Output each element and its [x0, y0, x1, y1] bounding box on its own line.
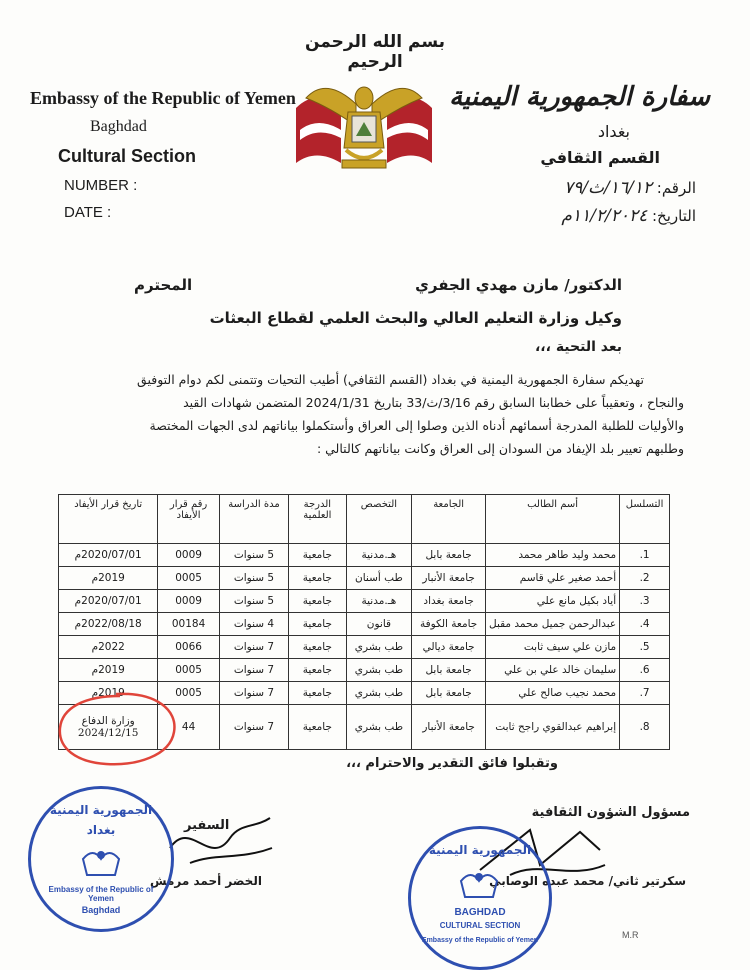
stamp-right-section: CULTURAL SECTION [439, 921, 521, 930]
signature-left-title: السفير [184, 818, 230, 833]
table-cell: مازن علي سيف ثابت [486, 636, 620, 659]
table-cell: طب بشري [346, 682, 412, 705]
table-row [59, 590, 670, 613]
table-cell: 4. [620, 613, 670, 636]
table-cell: 7 سنوات [219, 659, 288, 682]
body-line: والأوليات للطلبة المدرجة أسمائهم أدناه الذين وصلوا إلى العراق وأستكملوا بياناتهم لدى الجهات المختصة [149, 418, 684, 433]
table-cell: جامعية [289, 636, 346, 659]
table-cell: أياد بكيل مانع علي [486, 590, 620, 613]
table-cell: طب بشري [346, 636, 412, 659]
table-cell: جامعية [289, 705, 346, 750]
table-cell: إبراهيم عبدالقوي راجح ثابت [486, 705, 620, 750]
table-cell: 2020/07/01م [59, 544, 158, 567]
cultural-section-stamp [408, 826, 552, 970]
number-label-en: NUMBER : [64, 177, 138, 194]
header-cell: الدرجة العلمية [289, 495, 346, 544]
table-cell: 5 سنوات [219, 544, 288, 567]
table-cell: 7 سنوات [219, 705, 288, 750]
ambassador-signature-icon [160, 808, 280, 878]
table-cell: 0005 [158, 567, 219, 590]
stamp-right-city-en: BAGHDAD [454, 907, 506, 918]
stamp-right-top-text: الجمهورية اليمنية [428, 843, 532, 857]
table-cell: 0009 [158, 590, 219, 613]
table-cell: 44 [158, 705, 219, 750]
table-cell: أحمد صغير علي قاسم [486, 567, 620, 590]
table-cell: 5 سنوات [219, 590, 288, 613]
table-cell: 2. [620, 567, 670, 590]
table-cell: 2022م [59, 636, 158, 659]
table-cell: 0066 [158, 636, 219, 659]
table-cell: 2019م [59, 682, 158, 705]
letter-body [64, 368, 684, 460]
table-cell: 3. [620, 590, 670, 613]
closing-line: وتقبلوا فائق التقدير والاحترام ،،، [346, 756, 558, 771]
table-cell: جامعة الكوفة [412, 613, 486, 636]
table-cell: محمد نجيب صالح علي [486, 682, 620, 705]
table-cell: جامعة الأنبار [412, 705, 486, 750]
stamp-left-city: بغداد [86, 823, 116, 837]
table-cell: 2019م [59, 567, 158, 590]
stamp-left-city-en: Baghdad [81, 905, 121, 915]
table-cell: طب بشري [346, 659, 412, 682]
header-cell: تاريخ قرار الأيفاد [59, 495, 158, 544]
table-cell: عبدالرحمن جميل محمد مقبل [486, 613, 620, 636]
signature-right-title: مسؤول الشؤون الثقافية [531, 805, 690, 820]
date-label-ar: التاريخ: [652, 207, 696, 225]
body-line: تهديكم سفارة الجمهورية اليمنية في بغداد (القسم الثقافي) أطيب التحيات وتتمنى لكم دوام التوفيق [137, 372, 644, 387]
header-cell: الجامعة [412, 495, 486, 544]
stamp-right-bottom-text: Embassy of the Republic of Yemen [421, 937, 539, 944]
table-cell: 2020/07/01م [59, 590, 158, 613]
table-row [59, 613, 670, 636]
table-cell: جامعية [289, 682, 346, 705]
body-line: والنجاح ، وتعقيباً على خطابنا السابق رقم 3/16/ث/33 بتاريخ 2024/1/31 المتضمن شهادات القيد [183, 395, 684, 410]
table-cell: وزارة الدفاع 2024/12/15 [59, 705, 158, 750]
table-cell: 1. [620, 544, 670, 567]
table-cell: 6. [620, 659, 670, 682]
stamp-emblem-icon [79, 845, 123, 881]
header-cell: التسلسل [620, 495, 670, 544]
table-cell: 2019م [59, 659, 158, 682]
number-label-ar: الرقم: [656, 179, 696, 197]
table-cell: جامعة ديالي [412, 636, 486, 659]
section-name-en: Cultural Section [58, 146, 197, 166]
addressee-title: وكيل وزارة التعليم العالي والبحث العلمي لقطاع البعثات [209, 309, 622, 327]
city-name-ar: بغداد [597, 122, 630, 141]
table-row [59, 567, 670, 590]
body-line: وطلبهم تعيير بلد الإيفاد من السودان إلى العراق وكانت بياناتهم كالتالي : [316, 441, 684, 456]
table-cell: 7 سنوات [219, 682, 288, 705]
table-cell: هـ.مدنية [346, 590, 412, 613]
table-cell: 7. [620, 682, 670, 705]
table-cell: 5. [620, 636, 670, 659]
table-cell: جامعة بابل [412, 682, 486, 705]
city-name-en: Baghdad [90, 118, 147, 135]
table-cell: 0005 [158, 659, 219, 682]
table-cell: طب أسنان [346, 567, 412, 590]
table-cell: جامعية [289, 567, 346, 590]
table-row [59, 659, 670, 682]
table-cell: 4 سنوات [219, 613, 288, 636]
table-cell: هـ.مدنية [346, 544, 412, 567]
table-cell: 2022/08/18م [59, 613, 158, 636]
table-cell: جامعية [289, 613, 346, 636]
table-cell: 8. [620, 705, 670, 750]
signature-right-name: سكرتير ثاني/ محمد عبده الوصابي [489, 874, 686, 888]
table-cell: جامعة بابل [412, 659, 486, 682]
date-field-ar [561, 206, 696, 226]
section-name-ar: القسم الثقافي [540, 148, 660, 167]
table-cell: 0009 [158, 544, 219, 567]
stamp-emblem-icon [457, 867, 501, 903]
red-circle-annotation [56, 690, 180, 768]
embassy-stamp-left [28, 786, 174, 932]
embassy-name-en: Embassy of the Republic of Yemen [30, 88, 296, 108]
table-cell: جامعية [289, 590, 346, 613]
table-cell: محمد وليد طاهر محمد [486, 544, 620, 567]
header-cell: التخصص [346, 495, 412, 544]
number-value-ar: ١٦/١٢/ث/٧٩ [563, 178, 652, 198]
table-cell: 5 سنوات [219, 567, 288, 590]
table-cell: جامعة بابل [412, 544, 486, 567]
footer-mark: M.R [622, 930, 639, 940]
table-cell: جامعة بغداد [412, 590, 486, 613]
greeting: بعد التحية ،،، [534, 339, 622, 355]
table-cell: قانون [346, 613, 412, 636]
addressee-name: الدكتور/ مازن مهدي الجفري [415, 276, 622, 294]
table-cell: جامعية [289, 544, 346, 567]
header-cell: مدة الدراسة [219, 495, 288, 544]
date-value-ar: ١١/٢/٢٠٢٤م [561, 206, 648, 226]
table-cell: 00184 [158, 613, 219, 636]
yemen-emblem-icon [286, 68, 442, 178]
stamp-left-bottom-text: Embassy of the Republic of Yemen [48, 885, 154, 903]
table-header-row [59, 495, 670, 544]
table-cell: 0005 [158, 682, 219, 705]
header-cell: أسم الطالب [486, 495, 620, 544]
table-cell: سليمان خالد علي بن علي [486, 659, 620, 682]
date-label-en: DATE : [64, 204, 112, 221]
table-cell: جامعية [289, 659, 346, 682]
addressee-honorific: المحترم [134, 276, 193, 294]
table-row [59, 636, 670, 659]
basmala: بسم الله الرحمن الرحيم [304, 32, 446, 72]
table-cell: 7 سنوات [219, 636, 288, 659]
table-row [59, 544, 670, 567]
table-cell: جامعة الأنبار [412, 567, 486, 590]
header-cell: رقم قرار الأيفاد [158, 495, 219, 544]
number-field-ar [564, 178, 696, 198]
table-cell: طب بشري [346, 705, 412, 750]
signature-left-name: الخضر أحمد مرمش [150, 874, 262, 888]
stamp-left-top-text: الجمهورية اليمنية [49, 803, 153, 817]
embassy-name-ar: سفارة الجمهورية اليمنية [449, 82, 710, 112]
